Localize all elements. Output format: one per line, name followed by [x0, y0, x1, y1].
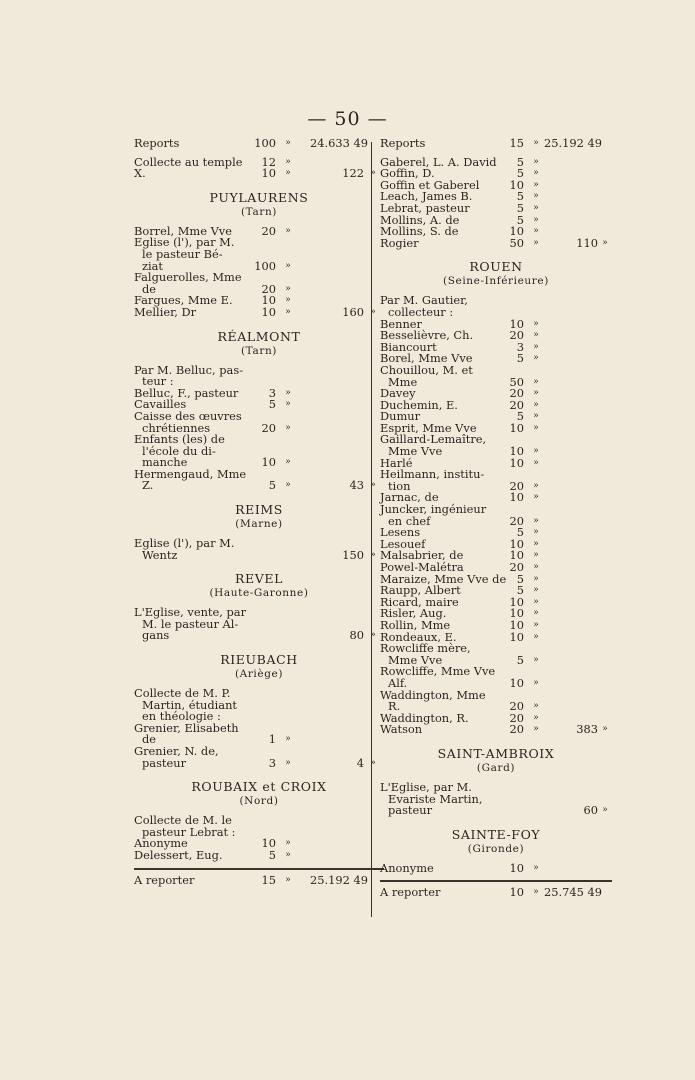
- amount-unit: »: [285, 138, 291, 148]
- amount: 10: [509, 224, 524, 239]
- amount: 5: [516, 652, 524, 667]
- donor-name: Waddington, R.: [380, 710, 469, 725]
- amount: 5: [516, 583, 524, 598]
- donor-name: Malsabrier, de: [380, 548, 464, 563]
- amount: 3: [268, 385, 276, 400]
- amount: 5: [516, 154, 524, 169]
- amount-unit: »: [285, 757, 291, 768]
- section-region: (Gard): [476, 761, 516, 774]
- donor-name: Alf.: [388, 675, 408, 690]
- donor-name: Goffin et Gaberel: [380, 177, 480, 192]
- donor-name: manche: [142, 455, 188, 470]
- donor-name: pasteur: [388, 803, 433, 818]
- amount: 10: [509, 617, 524, 632]
- donor-name: pasteur: [142, 755, 187, 770]
- donor-name: Raupp, Albert: [380, 583, 461, 598]
- amount-unit: »: [533, 527, 539, 538]
- donor-name: en chef: [388, 513, 431, 528]
- section-heading: ROUBAIX et CROIX: [191, 779, 327, 795]
- amount-unit: »: [533, 631, 539, 642]
- amount-unit: »: [533, 654, 539, 665]
- donor-name: Delessert, Eug.: [134, 847, 223, 862]
- donor-name: Eglise (l'), par M.: [134, 536, 235, 551]
- entry-row: [134, 847, 384, 862]
- amount: 10: [261, 455, 276, 470]
- amount-unit: »: [285, 387, 291, 398]
- amount-unit: »: [285, 168, 291, 179]
- amount-unit: »: [533, 226, 539, 237]
- amount: 20: [509, 328, 524, 343]
- entry-row: [134, 720, 384, 735]
- amount-unit: »: [533, 237, 539, 248]
- donor-name: Wentz: [142, 547, 178, 562]
- subtotal-unit: »: [370, 168, 376, 179]
- amount-unit: »: [533, 712, 539, 723]
- carry-forward-row: [134, 872, 384, 887]
- carry-forward-row: [380, 887, 612, 899]
- amount: 20: [261, 223, 276, 238]
- amount-unit: »: [285, 260, 291, 271]
- amount: 15: [261, 872, 276, 887]
- amount: 10: [509, 594, 524, 609]
- donor-name: Grenier, Elisabeth: [134, 720, 239, 735]
- donor-name: Z.: [142, 478, 154, 493]
- section-heading: SAINT-AMBROIX: [437, 745, 555, 761]
- donor-name: L'Eglise, vente, par: [134, 605, 247, 620]
- amount: 10: [509, 606, 524, 621]
- donor-name: Juncker, ingénieur: [380, 502, 487, 517]
- amount: 10: [509, 177, 524, 192]
- amount-unit: »: [285, 849, 291, 860]
- amount: 5: [516, 212, 524, 227]
- amount: 3: [516, 339, 524, 354]
- amount-unit: »: [533, 422, 539, 433]
- amount: 20: [509, 513, 524, 528]
- amount: 10: [261, 293, 276, 308]
- amount-unit: »: [285, 306, 291, 317]
- entry-row: [134, 480, 384, 492]
- subtotal: 80: [349, 628, 364, 643]
- amount-unit: »: [533, 608, 539, 619]
- amount-unit: »: [285, 457, 291, 468]
- amount: 10: [509, 860, 524, 875]
- donor-name: Mellier, Dr: [134, 304, 197, 319]
- donor-name: teur :: [142, 374, 174, 389]
- section-heading: RIEUBACH: [220, 652, 298, 668]
- donor-name: Rogier: [380, 235, 419, 250]
- amount: 10: [509, 420, 524, 435]
- amount-unit: »: [285, 225, 291, 236]
- entry-row: [380, 860, 612, 875]
- amount: 20: [261, 420, 276, 435]
- donor-name: R.: [388, 699, 401, 714]
- amount: 10: [509, 455, 524, 470]
- donor-name: Borel, Mme Vve: [380, 351, 473, 366]
- subtotal-unit: »: [370, 630, 376, 641]
- donor-name: Rowcliffe, Mme Vve: [380, 664, 496, 679]
- donor-name: Cavailles: [134, 397, 187, 412]
- donor-name: Evariste Martin,: [388, 791, 483, 806]
- donor-name: Mollins, S. de: [380, 224, 459, 239]
- donor-name: Collecte de M. P.: [134, 686, 231, 701]
- subtotal-unit: »: [602, 805, 608, 816]
- amount: 20: [509, 478, 524, 493]
- amount-unit: »: [533, 677, 539, 688]
- section-heading: SAINTE-FOY: [451, 826, 541, 842]
- amount: 20: [509, 560, 524, 574]
- section-heading: RÉALMONT: [217, 328, 301, 344]
- entry-row: [134, 466, 384, 481]
- donor-name: Mme Vve: [388, 652, 443, 667]
- section-heading: PUYLAURENS: [209, 189, 309, 205]
- page-number: — 50 —: [307, 108, 388, 130]
- donor-name: Lesens: [380, 525, 421, 540]
- amount-unit: »: [533, 318, 539, 329]
- amount-unit: »: [285, 838, 291, 849]
- donor-name: A reporter: [380, 885, 441, 900]
- donor-name: L'Eglise, par M.: [380, 779, 472, 794]
- amount: 5: [268, 847, 276, 862]
- amount: 10: [509, 316, 524, 331]
- amount: 10: [509, 536, 524, 551]
- donor-name: Harlé: [380, 455, 413, 470]
- amount-unit: »: [285, 295, 291, 306]
- amount: 5: [516, 525, 524, 540]
- subtotal: 110: [576, 235, 598, 250]
- donor-name: Mollins, A. de: [380, 212, 460, 227]
- donor-name: Enfants (les) de: [134, 432, 225, 447]
- donor-name: Hermengaud, Mme: [134, 466, 247, 481]
- amount: 5: [516, 189, 524, 204]
- amount-unit: »: [533, 538, 539, 549]
- donor-name: Gaillard-Lemaître,: [380, 432, 487, 447]
- donor-name: Watson: [380, 722, 423, 737]
- entry-row: [380, 469, 612, 481]
- section-region: (Marne): [235, 518, 283, 531]
- donor-name: Belluc, F., pasteur: [134, 385, 239, 400]
- section-region: (Tarn): [240, 344, 278, 357]
- donor-name: Mme: [388, 374, 418, 389]
- amount: 5: [516, 571, 524, 586]
- amount-unit: »: [533, 376, 539, 387]
- amount-unit: »: [533, 446, 539, 457]
- subtotal: 383: [576, 722, 598, 737]
- amount-unit: »: [533, 562, 539, 572]
- amount-unit: »: [533, 179, 539, 190]
- amount-unit: »: [533, 341, 539, 352]
- section-region: (Seine-Inférieure): [443, 275, 549, 288]
- total-rule: [380, 880, 612, 882]
- donor-name: Caisse des œuvres: [134, 408, 242, 423]
- donor-name: Lebrat, pasteur: [380, 200, 470, 215]
- donor-name: tion: [388, 478, 411, 493]
- left-column: [134, 138, 384, 886]
- donor-name: Fargues, Mme E.: [134, 293, 233, 308]
- amount: 10: [261, 304, 276, 319]
- donor-name: Besselièvre, Ch.: [380, 328, 474, 343]
- donor-name: gans: [142, 628, 170, 643]
- donor-name: Ricard, maire: [380, 594, 459, 609]
- amount-unit: »: [285, 734, 291, 745]
- entry-row: [134, 304, 384, 319]
- amount-unit: »: [533, 619, 539, 630]
- amount-unit: »: [533, 202, 539, 213]
- amount: 20: [261, 281, 276, 296]
- donor-name: Duchemin, E.: [380, 397, 458, 412]
- donor-name: en théologie :: [142, 709, 221, 724]
- subtotal: 25.192 49: [544, 136, 602, 150]
- amount-unit: »: [533, 550, 539, 561]
- entry-row: [380, 687, 612, 702]
- amount: 20: [509, 722, 524, 737]
- donor-name: Waddington, Mme: [380, 687, 486, 702]
- donor-name: Heilmann, institu-: [380, 467, 485, 482]
- donor-name: le pasteur Bé-: [142, 246, 223, 261]
- donor-name: de: [142, 732, 157, 747]
- donor-name: Dumur: [380, 409, 421, 424]
- amount: 20: [509, 386, 524, 401]
- entry-row: [134, 168, 384, 180]
- donor-name: chrétiennes: [142, 420, 211, 435]
- donor-name: Chouillou, M. et: [380, 362, 473, 377]
- right-column: [380, 138, 612, 899]
- entry-row: [380, 805, 612, 817]
- donor-name: Rondeaux, E.: [380, 629, 457, 644]
- donor-name: Martin, étudiant: [142, 697, 237, 712]
- subtotal: 4: [356, 755, 364, 770]
- amount: 10: [509, 444, 524, 459]
- subtotal-unit: »: [370, 549, 376, 560]
- donor-name: M. le pasteur Al-: [142, 616, 239, 631]
- subtotal: 43: [349, 478, 364, 493]
- donor-name: collecteur :: [388, 304, 454, 319]
- amount: 5: [516, 200, 524, 215]
- amount-unit: »: [285, 480, 291, 491]
- section-heading: REIMS: [235, 502, 283, 518]
- amount-unit: »: [533, 138, 539, 148]
- entry-row: [380, 446, 612, 458]
- subtotal-unit: »: [370, 757, 376, 768]
- amount: 5: [268, 397, 276, 412]
- amount: 1: [268, 732, 276, 747]
- donor-name: Grenier, N. de,: [134, 744, 219, 758]
- amount-unit: »: [533, 585, 539, 596]
- amount: 50: [509, 374, 524, 389]
- amount-unit: »: [533, 214, 539, 225]
- amount-unit: »: [533, 515, 539, 526]
- section-heading: REVEL: [235, 571, 283, 587]
- donor-name: Anonyme: [134, 836, 188, 851]
- donor-name: Collecte de M. le: [134, 813, 232, 828]
- amount-unit: »: [533, 399, 539, 410]
- section-region: (Gironde): [467, 842, 525, 855]
- donor-name: l'école du di-: [142, 443, 216, 458]
- entry-row: [134, 272, 384, 284]
- amount-unit: »: [533, 573, 539, 584]
- amount-unit: »: [533, 457, 539, 468]
- amount-unit: »: [285, 874, 291, 885]
- reports-row: [380, 138, 612, 150]
- subtotal: 60: [583, 803, 598, 818]
- donor-name: Anonyme: [380, 860, 434, 875]
- donor-name: Powel-Malétra: [380, 560, 464, 574]
- amount-unit: »: [533, 887, 539, 898]
- amount: 10: [509, 490, 524, 505]
- amount: 50: [509, 235, 524, 250]
- subtotal: 122: [342, 166, 364, 181]
- subtotal: 150: [342, 547, 364, 562]
- amount-unit: »: [533, 168, 539, 179]
- subtotal: 25.745 49: [544, 885, 602, 900]
- amount: 10: [509, 629, 524, 644]
- subtotal: 160: [342, 304, 364, 319]
- donor-name: Collecte au temple: [134, 154, 243, 169]
- donor-name: Goffin, D.: [380, 166, 435, 181]
- amount-unit: »: [533, 862, 539, 873]
- amount-unit: »: [533, 411, 539, 422]
- subtotal-unit: »: [602, 724, 608, 735]
- section-region: (Nord): [239, 795, 279, 808]
- amount: 10: [261, 836, 276, 851]
- donor-name: Jarnac, de: [380, 490, 439, 505]
- amount: 100: [254, 258, 276, 273]
- section-region: (Ariège): [234, 668, 284, 681]
- donor-name: Par M. Gautier,: [380, 293, 468, 308]
- entry-row: [380, 235, 612, 250]
- amount: 10: [509, 548, 524, 563]
- amount: 15: [509, 136, 524, 150]
- amount-unit: »: [533, 701, 539, 712]
- donor-name: Biancourt: [380, 339, 437, 354]
- subtotal: 24.633 49: [310, 136, 368, 150]
- amount-unit: »: [533, 724, 539, 735]
- amount-unit: »: [285, 399, 291, 410]
- amount: 20: [509, 397, 524, 412]
- donor-name: Maraize, Mme Vve de: [380, 571, 507, 586]
- amount: 10: [509, 675, 524, 690]
- amount-unit: »: [533, 492, 539, 503]
- amount: 5: [516, 409, 524, 424]
- donor-name: Lesouef: [380, 536, 426, 551]
- subtotal-unit: »: [370, 480, 376, 491]
- donor-name: Par M. Belluc, pas-: [134, 362, 244, 377]
- amount-unit: »: [533, 330, 539, 341]
- donor-name: Mme Vve: [388, 444, 443, 459]
- amount-unit: »: [533, 596, 539, 607]
- entry-row: [380, 666, 612, 678]
- entry-row: [134, 547, 384, 562]
- amount: 10: [261, 166, 276, 181]
- donor-name: Rollin, Mme: [380, 617, 451, 632]
- entry-row: [134, 630, 384, 642]
- donor-name: Reports: [380, 136, 426, 150]
- donor-name: Borrel, Mme Vve: [134, 223, 232, 238]
- donor-name: pasteur Lebrat :: [142, 824, 236, 839]
- donor-name: Esprit, Mme Vve: [380, 420, 477, 435]
- donor-name: Eglise (l'), par M.: [134, 235, 235, 250]
- subtotal: 25.192 49: [310, 872, 368, 887]
- donor-name: ziat: [142, 258, 164, 273]
- donor-name: Reports: [134, 136, 180, 150]
- entry-row: [134, 616, 384, 631]
- donor-name: Benner: [380, 316, 422, 331]
- section-heading: ROUEN: [469, 259, 523, 275]
- amount: 3: [268, 755, 276, 770]
- donor-name: Falguerolles, Mme: [134, 270, 242, 285]
- total-rule: [134, 868, 384, 870]
- subtotal-unit: »: [602, 237, 608, 248]
- amount: 20: [509, 699, 524, 714]
- donor-name: Rowcliffe mère,: [380, 641, 471, 656]
- donor-name: A reporter: [134, 872, 195, 887]
- amount: 5: [516, 351, 524, 366]
- amount-unit: »: [285, 156, 291, 167]
- subtotal-unit: »: [370, 306, 376, 317]
- entry-row: [134, 755, 384, 770]
- amount: 20: [509, 710, 524, 725]
- amount-unit: »: [285, 283, 291, 294]
- amount-unit: »: [533, 156, 539, 167]
- donor-name: X.: [134, 166, 146, 181]
- reports-row: [134, 138, 384, 150]
- section-region: (Haute-Garonne): [209, 587, 309, 600]
- donor-name: Risler, Aug.: [380, 606, 447, 621]
- donor-name: Davey: [380, 386, 416, 401]
- amount: 10: [509, 885, 524, 900]
- amount-unit: »: [533, 388, 539, 399]
- amount: 5: [516, 166, 524, 181]
- amount-unit: »: [533, 480, 539, 491]
- section-region: (Tarn): [240, 205, 278, 218]
- entry-row: [380, 724, 612, 736]
- amount: 100: [254, 136, 276, 150]
- amount-unit: »: [533, 353, 539, 364]
- amount: 12: [261, 154, 276, 169]
- amount-unit: »: [533, 191, 539, 202]
- amount: 5: [268, 478, 276, 493]
- donor-name: Leach, James B.: [380, 189, 473, 204]
- donor-name: Gaberel, L. A. David: [380, 154, 497, 169]
- amount-unit: »: [285, 422, 291, 433]
- donor-name: de: [142, 281, 157, 296]
